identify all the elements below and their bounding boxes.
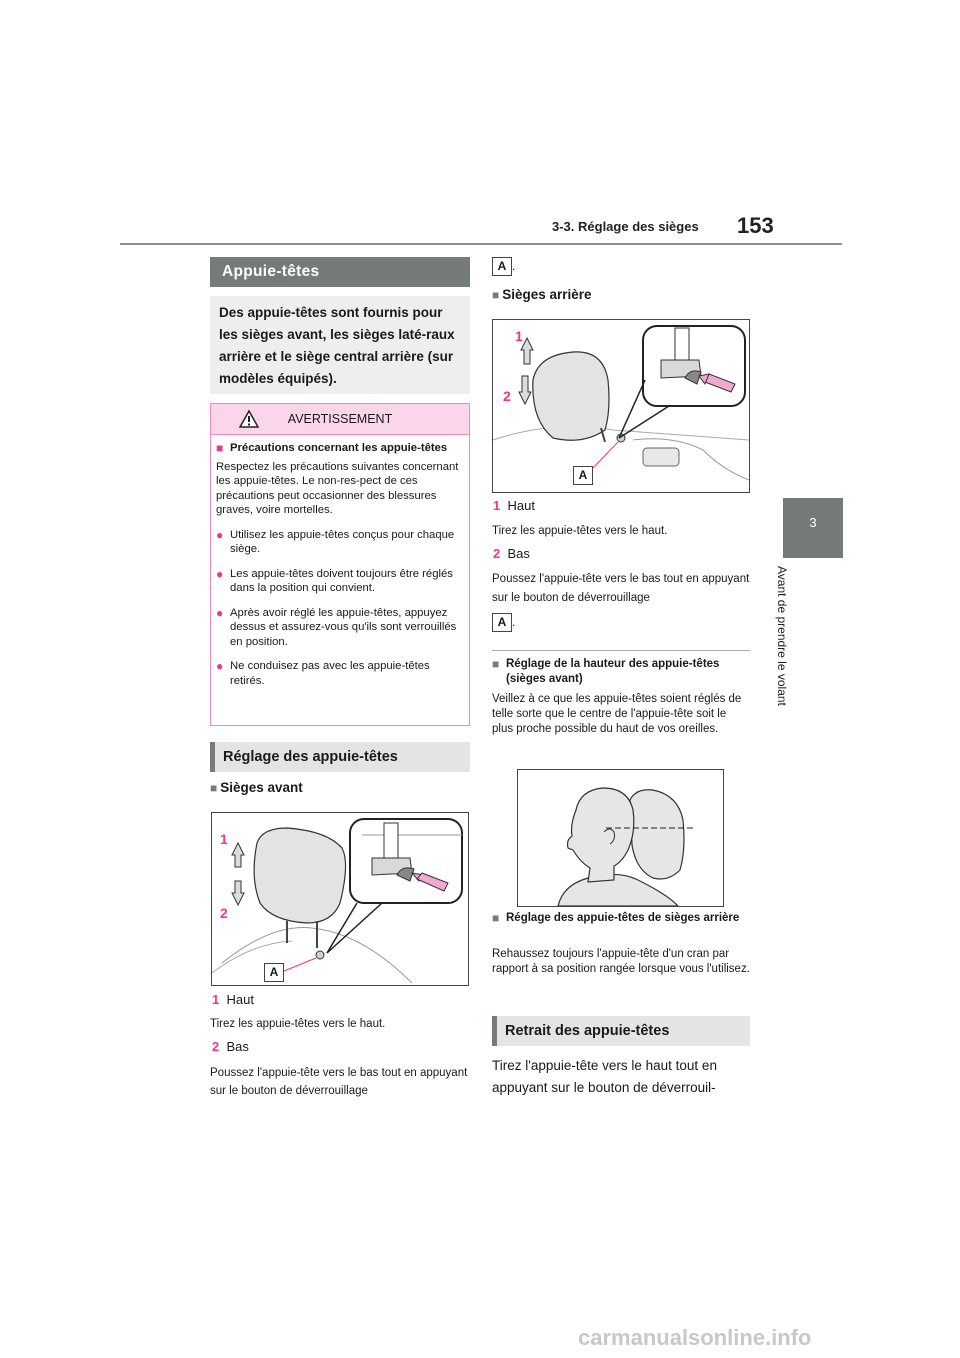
period: . — [512, 259, 516, 273]
rear-step2 — [493, 546, 530, 561]
bullet-dot-icon: ● — [216, 566, 224, 581]
rear-seats-heading — [492, 287, 592, 302]
rear-step2-text: Poussez l'appuie-tête vers le bas tout en appuyant sur le bouton de déverrouillage — [492, 573, 750, 604]
front-headrest-illustration — [212, 813, 468, 985]
warning-header — [211, 404, 469, 435]
warning-bullet — [216, 606, 464, 650]
square-bullet-icon: ■ — [216, 441, 224, 455]
heading-appuie-tetes: Appuie-têtes — [210, 257, 470, 287]
intro-box — [210, 296, 470, 394]
step-number: 2 — [493, 546, 501, 561]
front-step1 — [212, 992, 254, 1007]
rear-adjust-heading — [492, 911, 750, 926]
chapter-title-text: Avant de prendre le volant — [775, 566, 789, 706]
warning-box — [210, 403, 470, 726]
section-title: 3-3. Réglage des sièges — [552, 219, 699, 234]
step-number: 2 — [212, 1039, 220, 1054]
step-label: Haut — [226, 992, 254, 1007]
step-label: Bas — [226, 1039, 249, 1054]
front-seats-heading — [210, 780, 303, 795]
figure-label-A: A — [264, 963, 284, 982]
figure-label-1: 1 — [220, 831, 228, 847]
height-text: Veillez à ce que les appuie-têtes soient réglés de telle sorte que le centre de l'appuie-tête soit le plus proche possible du haut de vos oreilles. — [492, 693, 742, 735]
step-label: Bas — [507, 546, 530, 561]
height-heading — [492, 657, 750, 687]
bullet-dot-icon: ● — [216, 659, 224, 673]
header-divider — [120, 243, 842, 245]
warning-bullet — [216, 659, 464, 688]
heading-retrait: Retrait des appuie-têtes — [492, 1016, 750, 1046]
warning-body — [211, 435, 469, 688]
square-bullet-icon: ■ — [492, 288, 500, 302]
square-bullet-icon: ■ — [210, 781, 218, 795]
head-position-figure — [517, 769, 724, 907]
figure-label-1: 1 — [515, 328, 523, 344]
figure-label-2: 2 — [503, 388, 511, 404]
rear-adjust-text: Rehaussez toujours l'appuie-tête d'un cran par rapport à sa position rangée lorsque vous l'utilisez. — [492, 948, 750, 975]
watermark: carmanualsonline.info — [578, 1325, 812, 1350]
rear-step1-text: Tirez les appuie-têtes vers le haut. — [492, 525, 668, 537]
warning-subheading — [216, 441, 464, 456]
warning-bullet — [216, 567, 464, 596]
button-label-A: A — [492, 613, 512, 632]
warning-subheading-text: Précautions concernant les appuie-têtes — [230, 442, 448, 454]
retrait-text: Tirez l'appuie-tête vers le haut tout en appuyant sur le bouton de déverrouil- — [492, 1058, 717, 1095]
rear-seats-text: Sièges arrière — [502, 287, 592, 302]
heading-reglage: Réglage des appuie-têtes — [210, 742, 470, 772]
rear-headrest-illustration — [493, 320, 749, 492]
button-label-A: A — [492, 257, 512, 276]
square-bullet-icon: ■ — [492, 657, 500, 671]
rear-step1 — [493, 498, 535, 513]
warning-label: AVERTISSEMENT — [287, 412, 393, 426]
step-number: 1 — [212, 992, 220, 1007]
bullet-dot-icon: ● — [216, 527, 224, 542]
chapter-title-vertical — [775, 566, 807, 806]
warning-bullet-text: Les appuie-têtes doivent toujours être réglés dans la position qui convient. — [230, 567, 453, 594]
height-heading-text: Réglage de la hauteur des appuie-têtes (sièges avant) — [506, 658, 720, 685]
rear-step2-continuation — [492, 613, 515, 632]
warning-bullet — [216, 528, 464, 557]
warning-triangle-icon — [239, 410, 259, 428]
warning-text: Respectez les précautions suivantes concernant les appuie-têtes. Le non-res-pect de ces précautions peut occasionner des blessures graves, voire mortelles. — [216, 460, 459, 516]
square-bullet-icon: ■ — [492, 911, 500, 925]
warning-bullet-text: Ne conduisez pas avec les appuie-têtes retirés. — [230, 660, 430, 687]
warning-bullet-text: Utilisez les appuie-têtes conçus pour chaque siège. — [230, 528, 455, 555]
page-number: 153 — [737, 213, 774, 238]
head-position-illustration — [518, 770, 723, 906]
section-divider — [492, 650, 750, 651]
intro-text: Des appuie-têtes sont fournis pour les sièges avant, les sièges laté-raux arrière et le siège central arrière (sur modèles équipés). — [219, 305, 455, 386]
warning-bullet-text: Après avoir réglé les appuie-têtes, appuyez dessus et assurez-vous qu'ils sont verrouillés en position. — [230, 606, 457, 648]
front-step2-continuation — [492, 257, 515, 276]
figure-label-2: 2 — [220, 905, 228, 921]
rear-headrest-figure — [492, 319, 750, 493]
front-seats-text: Sièges avant — [220, 780, 303, 795]
period: . — [512, 615, 516, 629]
step-label: Haut — [507, 498, 535, 513]
figure-label-A: A — [573, 466, 593, 485]
chapter-tab: 3 — [783, 498, 843, 558]
front-step2 — [212, 1039, 249, 1054]
front-step2-text: Poussez l'appuie-tête vers le bas tout en appuyant sur le bouton de déverrouillage — [210, 1067, 468, 1097]
front-step1-text: Tirez les appuie-têtes vers le haut. — [210, 1018, 386, 1030]
step-number: 1 — [493, 498, 501, 513]
rear-adjust-heading-text: Réglage des appuie-têtes de sièges arrière — [506, 912, 740, 924]
front-headrest-figure — [211, 812, 469, 986]
bullet-dot-icon: ● — [216, 605, 224, 620]
